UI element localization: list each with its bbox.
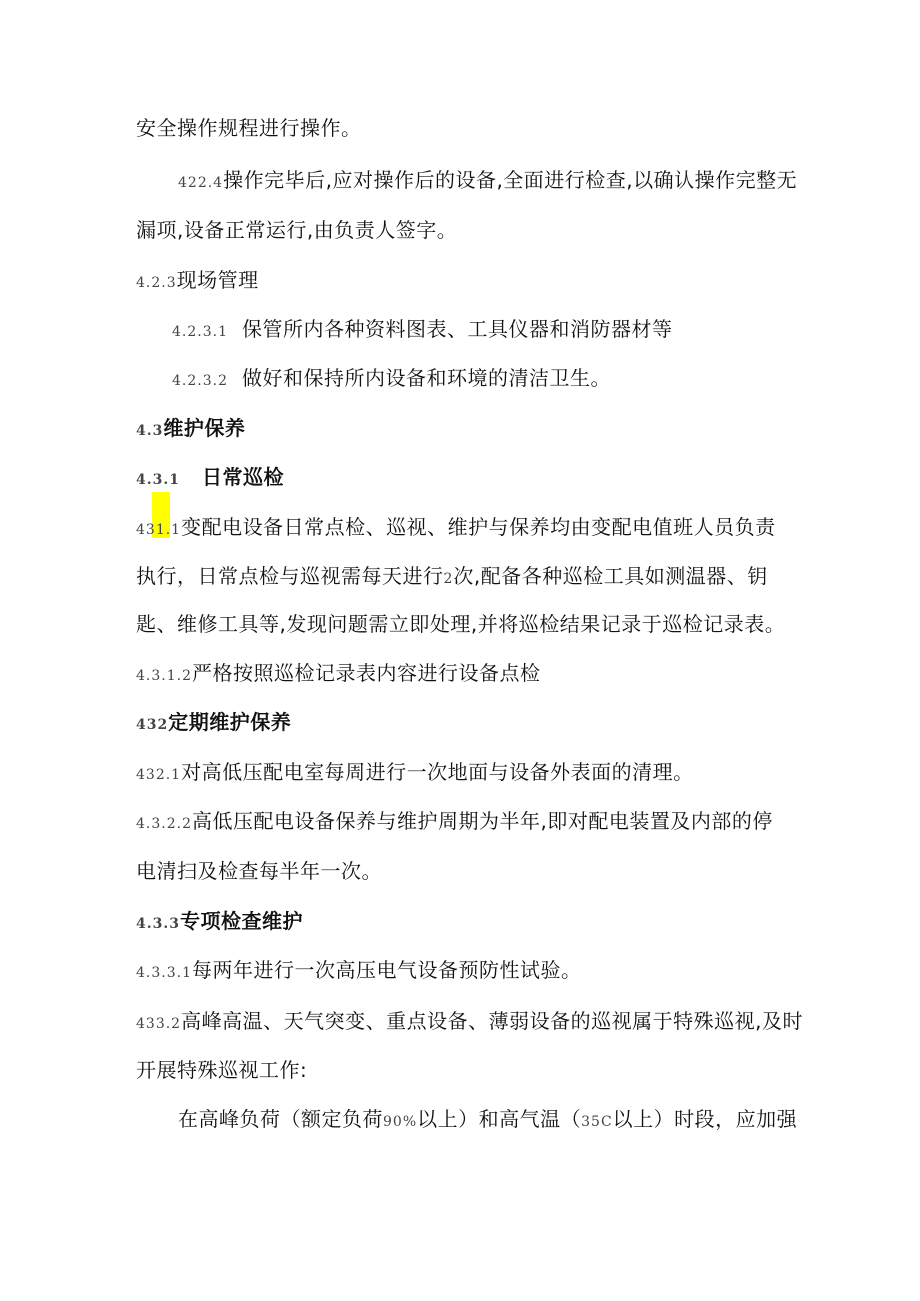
line-text: 匙、维修工具等,发现问题需立即处理,并将巡检结果记录于巡检记录表。 (136, 612, 786, 636)
highlighted-number: .1 (165, 522, 182, 538)
text-line (172, 316, 672, 345)
line-text: 以上）时段，应加强 (612, 1107, 798, 1131)
section-number: 4.2.3 (136, 275, 177, 291)
text-line (136, 808, 773, 837)
inline-number: 90% (383, 1114, 418, 1130)
line-text: 专项检查维护 (179, 909, 303, 933)
section-number: 4.3.1 (136, 472, 180, 488)
section-heading (136, 464, 284, 493)
inline-number: 35C (581, 1114, 613, 1130)
line-text: 次,配备各种巡检工具如测温器、钥 (453, 564, 768, 588)
line-text: 严格按照巡检记录表内容进行设备点检 (191, 661, 541, 685)
line-text: 现场管理 (176, 268, 259, 292)
line-text: 每两年进行一次高压电气设备预防性试验。 (191, 958, 582, 982)
section-heading (136, 415, 245, 444)
text-line (136, 858, 382, 884)
line-text: 高峰高温、天气突变、重点设备、薄弱设备的巡视属于特殊巡视,及时 (181, 1009, 803, 1033)
text-line (172, 365, 611, 394)
text-line (136, 611, 785, 637)
text-line (136, 957, 581, 986)
line-text: 安全操作规程进行操作。 (136, 116, 362, 140)
line-text: 维护保养 (163, 416, 246, 440)
text-line (136, 660, 540, 689)
section-number: 4.2.3.1 (172, 324, 228, 340)
section-number: 4.2.3.2 (172, 373, 228, 389)
line-text: 日常巡检 (201, 465, 284, 489)
text-line (136, 514, 776, 543)
line-text: 做好和保持所内设备和环境的清洁卫生。 (241, 366, 611, 390)
line-text: 在高峰负荷（额定负荷 (178, 1107, 383, 1131)
section-heading (136, 908, 303, 937)
line-text: 定期维护保养 (168, 710, 292, 734)
text-line (136, 217, 457, 243)
text-line (136, 563, 768, 592)
section-number: 431 (136, 522, 166, 538)
line-text: 漏项,设备正常运行,由负责人签字。 (136, 218, 458, 242)
section-number: 422.4 (178, 175, 224, 191)
line-text: 高低压配电设备保养与维护周期为半年,即对配电装置及内部的停 (191, 809, 773, 833)
text-line (136, 759, 694, 788)
text-line (178, 167, 797, 196)
text-line (136, 1008, 803, 1037)
line-text: 开展特殊巡视工作: (136, 1058, 308, 1082)
line-text: 对高低压配电室每周进行一次地面与设备外表面的清理。 (181, 760, 694, 784)
section-heading (136, 709, 291, 738)
section-number: 4.3.2.2 (136, 816, 192, 832)
section-number: 4.3 (136, 423, 164, 439)
section-number: 4.3.3.1 (136, 965, 192, 981)
line-text: 操作完毕后,应对操作后的设备,全面进行检查,以确认操作完整无 (223, 168, 798, 192)
text-line (136, 115, 362, 141)
section-number: 4.3.1.2 (136, 668, 192, 684)
section-number: 433.2 (136, 1016, 182, 1032)
section-number: 432 (136, 717, 169, 733)
inline-number: 2 (443, 571, 454, 587)
section-number: 4.3.3 (136, 916, 180, 932)
line-text: 以上）和高气温（ (417, 1107, 582, 1131)
line-text: 保管所内各种资料图表、工具仪器和消防器材等 (241, 317, 673, 341)
section-number: 432.1 (136, 767, 182, 783)
section-heading (136, 267, 259, 296)
text-line (136, 1057, 307, 1083)
line-text: 执行，日常点检与巡视需每天进行 (136, 564, 444, 588)
text-line (178, 1106, 797, 1135)
line-text: 变配电设备日常点检、巡视、维护与保养均由变配电值班人员负责 (181, 515, 776, 539)
line-text: 电清扫及检查每半年一次。 (136, 859, 382, 883)
